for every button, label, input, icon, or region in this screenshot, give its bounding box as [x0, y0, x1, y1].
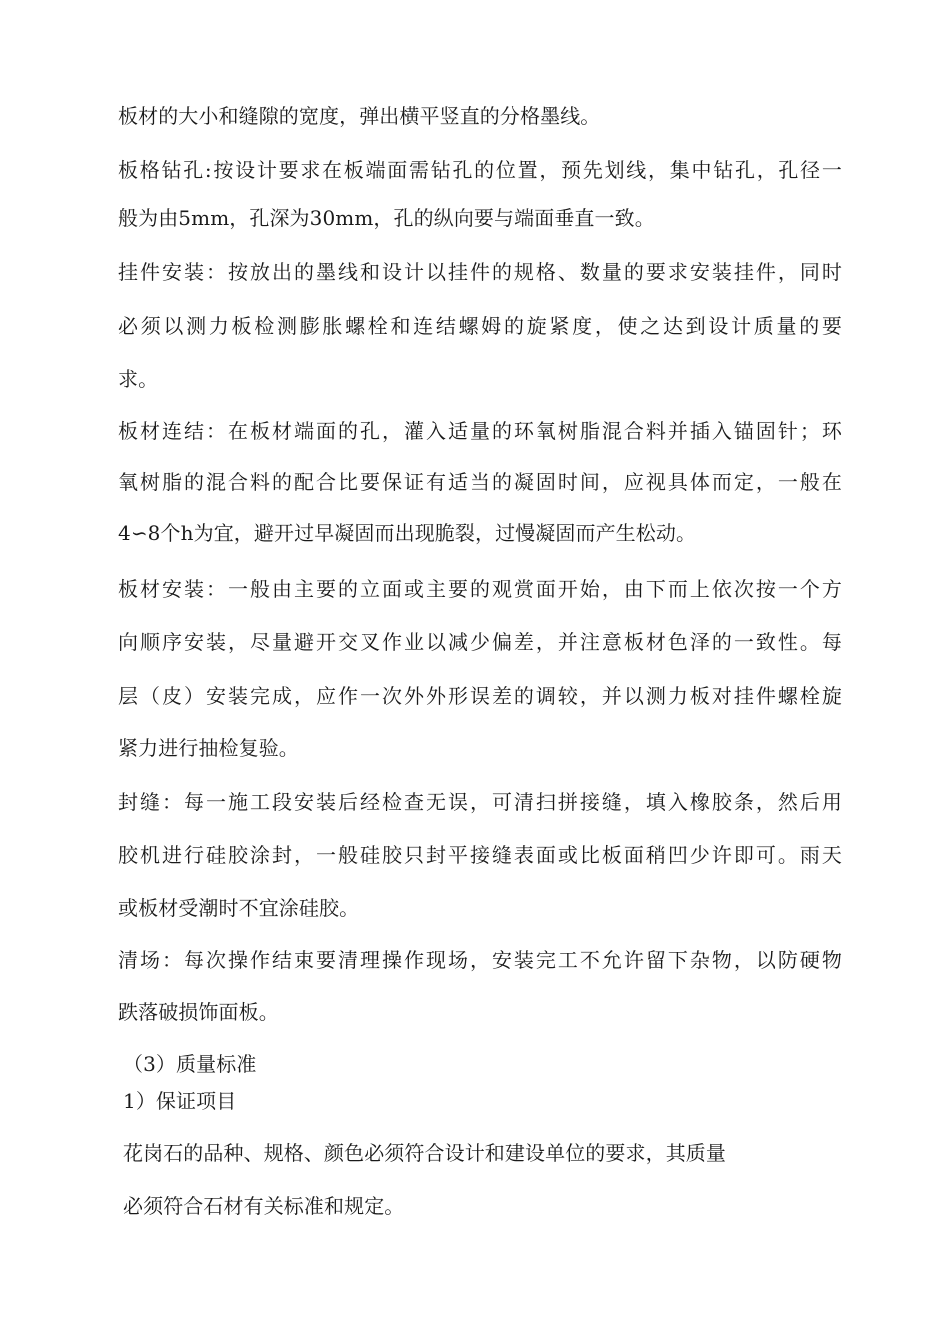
paragraph-line: 氧树脂的混合料的配合比要保证有适当的凝固时间，应视具体而定，一般在 — [118, 470, 842, 494]
section-heading: （3）质量标准 — [123, 1052, 257, 1076]
paragraph-line: 4∽8个h为宜，避开过早凝固而出现脆裂，过慢凝固而产生松动。 — [118, 521, 697, 545]
paragraph-line: 必须以测力板检测膨胀螺栓和连结螺姆的旋紧度，使之达到设计质量的要 — [118, 314, 842, 338]
paragraph-line: 向顺序安装，尽量避开交叉作业以减少偏差，并注意板材色泽的一致性。每 — [118, 630, 842, 654]
paragraph-line: 清场：每次操作结束要清理操作现场，安装完工不允许留下杂物，以防硬物 — [118, 948, 842, 972]
paragraph-line: 挂件安装：按放出的墨线和设计以挂件的规格、数量的要求安装挂件，同时 — [118, 260, 842, 284]
paragraph-line: 般为由5mm，孔深为30mm，孔的纵向要与端面垂直一致。 — [118, 206, 655, 230]
paragraph-line: 求。 — [118, 367, 159, 391]
paragraph-line: 封缝：每一施工段安装后经检查无误，可清扫拼接缝，填入橡胶条，然后用 — [118, 790, 842, 814]
subsection-heading: 1）保证项目 — [123, 1089, 237, 1113]
paragraph-line: 必须符合石材有关标准和规定。 — [123, 1194, 405, 1218]
paragraph-line: 花岗石的品种、规格、颜色必须符合设计和建设单位的要求，其质量 — [123, 1141, 726, 1165]
paragraph-line: 紧力进行抽检复验。 — [118, 736, 299, 760]
paragraph-line: 板材的大小和缝隙的宽度，弹出横平竖直的分格墨线。 — [118, 104, 601, 128]
paragraph-line: 跌落破损饰面板。 — [118, 1000, 279, 1024]
paragraph-line: 或板材受潮时不宜涂硅胶。 — [118, 896, 360, 920]
paragraph-line: 板格钻孔:按设计要求在板端面需钻孔的位置，预先划线，集中钻孔，孔径一 — [118, 158, 842, 182]
paragraph-line: 胶机进行硅胶涂封，一般硅胶只封平接缝表面或比板面稍凹少许即可。雨天 — [118, 843, 842, 867]
paragraph-line: 板材连结：在板材端面的孔，灌入适量的环氧树脂混合料并插入锚固针；环 — [118, 419, 842, 443]
paragraph-line: 层（皮）安装完成，应作一次外外形误差的调较，并以测力板对挂件螺栓旋 — [118, 684, 842, 708]
paragraph-line: 板材安装：一般由主要的立面或主要的观赏面开始，由下而上依次按一个方 — [118, 577, 842, 601]
